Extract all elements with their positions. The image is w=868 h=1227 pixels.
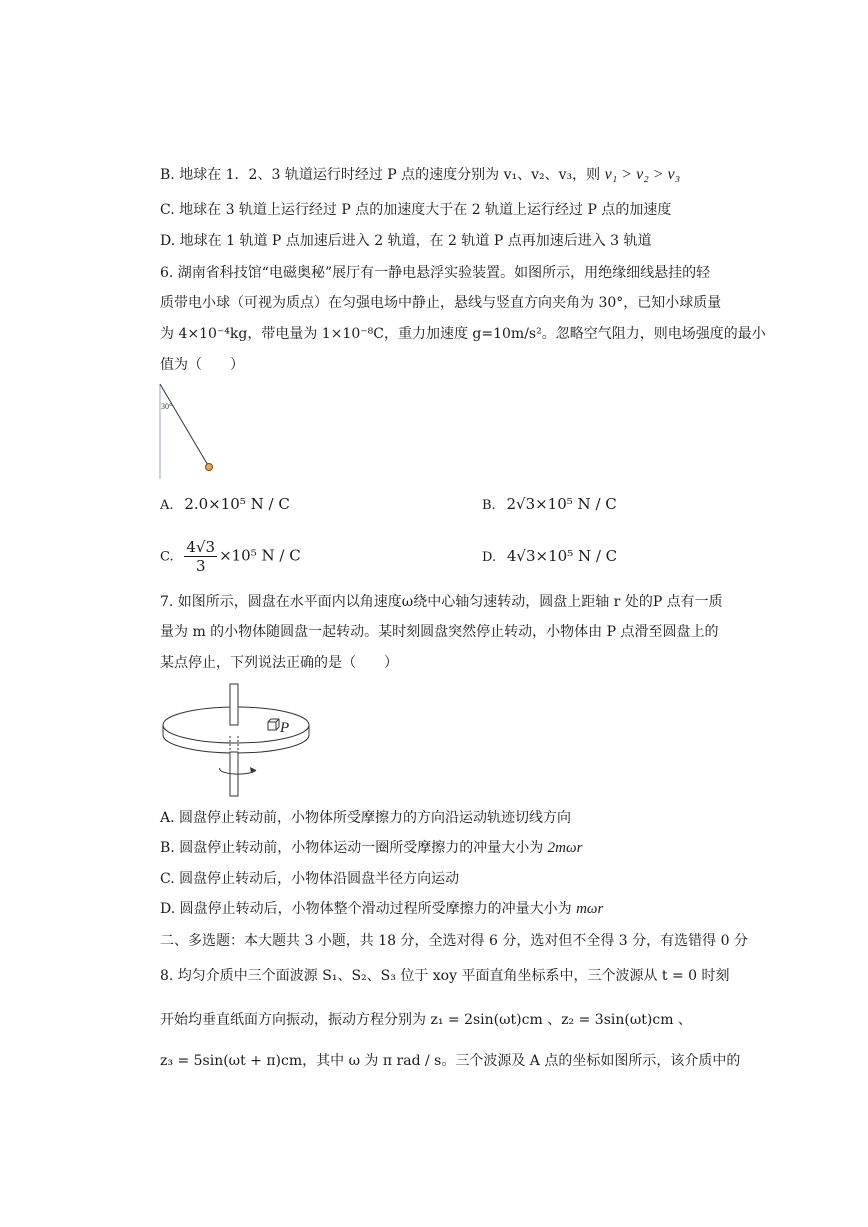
option-text: 圆盘停止转动前，小物体运动一圈所受摩擦力的冲量大小为 [179, 840, 544, 856]
option-value: 2√3×10⁵ N / C [506, 495, 617, 513]
q5-option-d [160, 231, 652, 251]
option-label: D. [160, 901, 176, 917]
option-value: 4√3×10⁵ N / C [506, 547, 618, 565]
option-label: B. [160, 167, 175, 183]
q6-pendulum-figure [155, 382, 225, 482]
option-text: 圆盘停止转动前，小物体所受摩擦力的方向沿运动轨迹切线方向 [179, 810, 572, 826]
option-text: 地球在 1 轨道 P 点加速后进入 2 轨道，在 2 轨道 P 点再加速后进入 3 轨道 [179, 233, 652, 249]
option-label: D. [482, 550, 497, 565]
option-math: v₁ > v₂ > v₃ [604, 166, 681, 183]
q6-option-d [482, 545, 617, 569]
option-text: 圆盘停止转动后，小物体沿圆盘半径方向运动 [179, 871, 460, 887]
q8-stem-line1: 8. 均匀介质中三个面波源 S₁、S₂、S₃ 位于 xoy 平面直角坐标系中，三个波源从 t = 0 时刻 [160, 968, 730, 984]
angle-label: 30° [161, 402, 173, 411]
q7-option-d [160, 899, 603, 919]
section-heading: 二、多选题：本大题共 3 小题，共 18 分，全选对得 6 分，选对但不全得 3 分，有选错得 0 分 [160, 933, 748, 949]
q8-stem-line2: 开始均垂直纸面方向振动，振动方程分别为 z₁ = 2sin(ωt)cm 、z₂ = 3sin(ωt)cm 、 [160, 1012, 692, 1028]
q7-stem-line2: 量为 m 的小物体随圆盘一起转动。某时刻圆盘突然停止转动，小物体由 P 点滑至圆盘上的 [160, 624, 719, 640]
small-object [268, 722, 276, 730]
charged-ball [206, 464, 213, 471]
q7-stem-line1: 7. 如图所示，圆盘在水平面内以角速度ω绕中心轴匀速转动，圆盘上距轴 r 处的P 点有一质 [160, 594, 723, 610]
q6-stem-line3: 为 4×10⁻⁴kg，带电量为 1×10⁻⁸C，重力加速度 g=10m/s²。忽略空气阻力，则电场强度的最小 [160, 326, 766, 342]
option-label: C. [160, 871, 175, 887]
option-math: 2mωr [547, 840, 583, 856]
q7-option-a [160, 808, 571, 828]
fraction-denominator: 3 [195, 557, 206, 575]
q6-option-c [160, 538, 301, 575]
option-text: 地球在 3 轨道上运行经过 P 点的加速度大于在 2 轨道上运行经过 P 点的加速度 [179, 202, 672, 218]
suspension-thread [160, 384, 209, 467]
q5-option-c [160, 200, 671, 220]
q7-rotating-disk-figure [158, 680, 328, 800]
option-value: ×10⁵ N / C [219, 546, 301, 565]
q7-stem-line3: 某点停止，下列说法正确的是（ ） [160, 655, 398, 671]
q6-stem-line2: 质带电小球（可视为质点）在匀强电场中静止，悬线与竖直方向夹角为 30°，已知小球质量 [160, 295, 722, 311]
option-label: B. [482, 498, 496, 513]
q8-stem-line3: z₃ = 5sin(ωt + π)cm，其中 ω 为 π rad / s。三个波源及 A 点的坐标如图所示，该介质中的 [160, 1053, 741, 1069]
q7-option-b [160, 838, 582, 858]
option-math: mωr [576, 901, 604, 917]
option-label: B. [160, 840, 175, 856]
option-label: A. [160, 498, 174, 513]
q6-option-b [482, 493, 617, 517]
option-text: 地球在 1．2、3 轨道运行时经过 P 点的速度分别为 v₁、v₂、v₃，则 [179, 167, 601, 183]
q6-stem-line1: 6. 湖南省科技馆“电磁奥秘”展厅有一静电悬浮实验装置。如图所示，用绝缘细线悬挂的轻 [160, 265, 711, 281]
fraction-numerator: 4√3 [186, 538, 216, 556]
point-label: P [280, 720, 290, 736]
option-text: 圆盘停止转动后，小物体整个滑动过程所受摩擦力的冲量大小为 [179, 901, 572, 917]
option-label: D. [160, 233, 176, 249]
option-value: 2.0×10⁵ N / C [184, 495, 290, 513]
option-label: C. [160, 202, 175, 218]
shaft-through [230, 684, 238, 725]
q5-option-b [160, 165, 680, 185]
q7-option-c [160, 869, 459, 889]
fraction [184, 538, 217, 575]
option-label: A. [160, 810, 175, 826]
q6-stem-line4: 值为（ ） [160, 357, 244, 373]
q6-option-a [160, 493, 290, 517]
option-label: C. [160, 549, 174, 565]
